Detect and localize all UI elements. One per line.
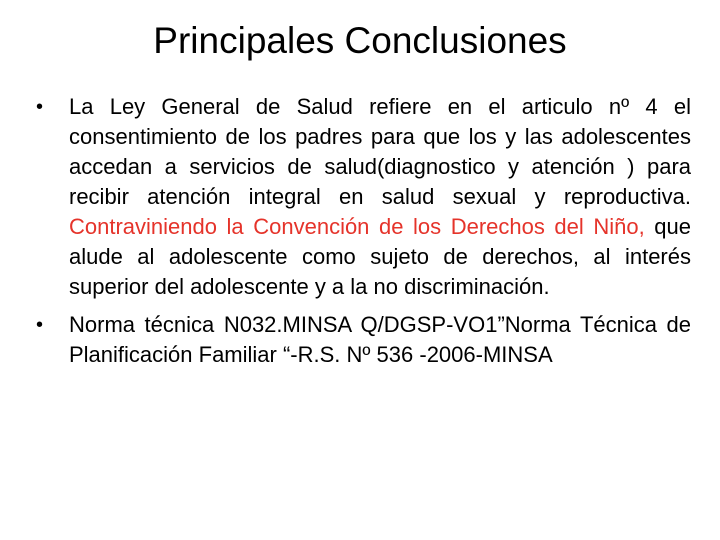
- bullet-item-norma-tecnica: [36, 310, 691, 370]
- bullet-icon: •: [36, 96, 44, 118]
- bullet-list: [36, 92, 691, 378]
- bullet-text-norma: Norma técnica N032.MINSA Q/DGSP-VO1”Norma Técnica de Planificación Familiar “-R.S. Nº 536 -2006-MINSA: [69, 312, 691, 367]
- bullet-item-ley-general: [36, 92, 691, 302]
- slide-title: Principales Conclusiones: [153, 20, 567, 61]
- highlighted-text: Contraviniendo la Convención de los Derechos del Niño,: [69, 214, 645, 239]
- bullet-icon: •: [36, 314, 44, 336]
- bullet-text-conclusion: que alude al adolescente como sujeto de derechos, al interés superior del adolescente y a la no discriminación.: [69, 214, 692, 299]
- bullet-text-intro: La Ley General de Salud refiere en el articulo nº 4 el consentimiento de los padres para que los y las adolescentes accedan a servicios de salud(diagnostico y atención ) para recibir atención integral en salud sexual y reproductiva.: [69, 94, 691, 209]
